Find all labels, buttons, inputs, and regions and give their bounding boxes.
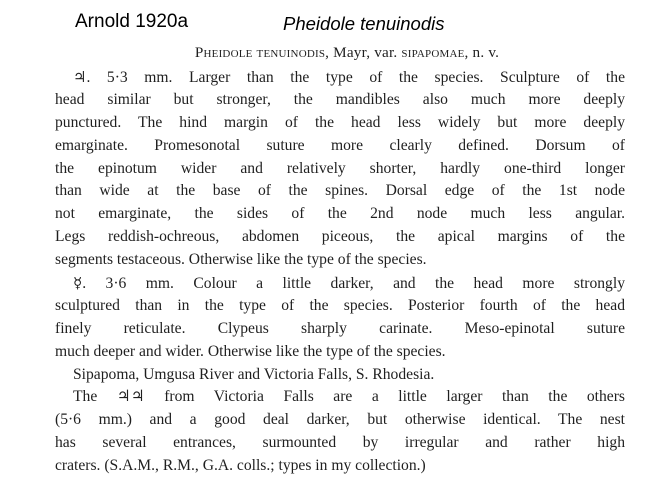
taxon-status: n. v. xyxy=(468,44,500,61)
text-line: (5·6 mm.) and a good deal darker, but otherwise identical. The nest xyxy=(55,411,625,429)
text-line: Legs reddish-ochreous, abdomen piceous, the apical margins of the xyxy=(55,228,625,246)
soldier-symbol: ♃ xyxy=(73,68,87,86)
worker-symbol: ☿ xyxy=(73,274,83,293)
page-header xyxy=(0,11,652,39)
text-line: finely reticulate. Clypeus sharply carinate. Meso-epinotal suture xyxy=(55,319,625,337)
taxon-title xyxy=(69,40,625,66)
text-line: has several entrances, surmounted by irregular and rather high xyxy=(55,434,625,452)
scanned-text xyxy=(55,40,625,478)
text-line: ♃. 5·3 mm. Larger than the type of the species. Sculpture of the xyxy=(73,68,625,86)
text-line: emarginate. Promesonotal suture more clearly defined. Dorsum of xyxy=(55,136,625,154)
paragraph-notes xyxy=(55,386,625,478)
text-line: The ♃♃ from Victoria Falls are a little larger than the others xyxy=(73,388,625,406)
paragraph-soldier xyxy=(55,66,625,272)
text-line: Sipapoma, Umgusa River and Victoria Falls, S. Rhodesia. xyxy=(73,365,435,383)
header-author: Arnold 1920a xyxy=(75,11,189,32)
text-line: punctured. The hind margin of the head less widely but more deeply xyxy=(55,113,625,131)
paragraph-worker xyxy=(55,272,625,364)
taxon-author: Mayr, var. xyxy=(329,44,402,61)
text-line: not emarginate, the sides of the 2nd node much less angular. xyxy=(55,205,625,223)
taxon-name: Pheidole tenuinodis, xyxy=(194,44,330,61)
paragraph-locality xyxy=(55,364,625,387)
header-species: Pheidole tenuinodis xyxy=(283,13,445,34)
text-line: craters. (S.A.M., R.M., G.A. colls.; types in my collection.) xyxy=(55,457,426,475)
text-line: head similar but stronger, the mandibles also much more deeply xyxy=(55,90,625,108)
taxon-variety: sipapomae, xyxy=(401,44,469,61)
text-line: the epinotum wider and relatively shorter, hardly one-third longer xyxy=(55,159,625,177)
text-line: ☿. 3·6 mm. Colour a little darker, and the head more strongly xyxy=(73,274,625,293)
text-line: sculptured than in the type of the species. Posterior fourth of the head xyxy=(55,296,625,314)
text-line: than wide at the base of the spines. Dorsal edge of the 1st node xyxy=(55,182,625,200)
text-line: much deeper and wider. Otherwise like the type of the species. xyxy=(55,342,446,360)
text-line: segments testaceous. Otherwise like the type of the species. xyxy=(55,251,427,269)
